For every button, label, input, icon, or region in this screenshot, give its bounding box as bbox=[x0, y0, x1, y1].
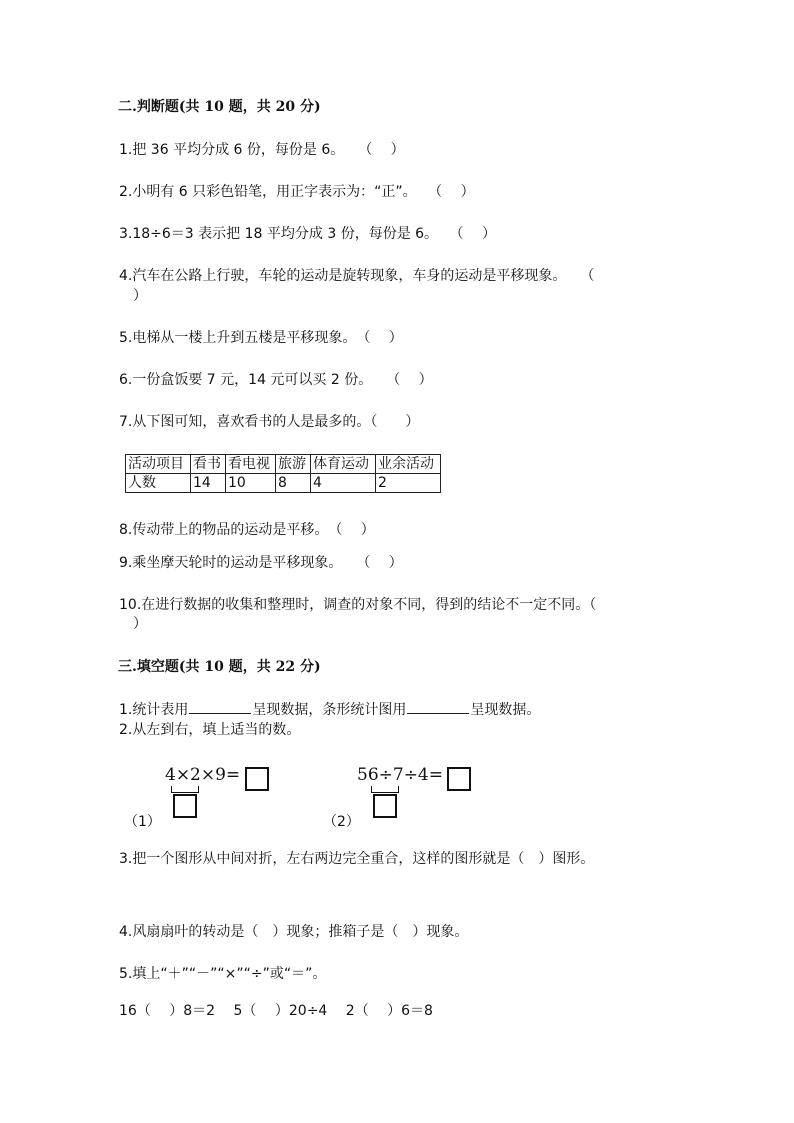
answer-box[interactable] bbox=[173, 794, 197, 818]
grouping-bracket bbox=[371, 786, 399, 793]
question-2-7: 7.从下图可知，喜欢看书的人是最多的。（ ） bbox=[119, 414, 420, 430]
section-3-title: 三.填空题(共 10 题，共 22 分) bbox=[118, 659, 321, 675]
question-2-10-cont: ） bbox=[119, 616, 147, 632]
question-3-1-part-c: 呈现数据。 bbox=[470, 702, 541, 718]
question-2-10: 10.在进行数据的收集和整理时，调查的对象不同，得到的结论不一定不同。（ bbox=[119, 597, 597, 613]
question-2-6: 6.一份盒饭要 7 元，14 元可以买 2 份。 （ ） bbox=[119, 372, 433, 388]
question-2-3: 3.18÷6＝3 表示把 18 平均分成 3 份，每份是 6。 （ ） bbox=[119, 226, 496, 242]
answer-blank[interactable] bbox=[189, 699, 251, 714]
question-3-4: 4.风扇扇叶的转动是（ ）现象；推箱子是（ ）现象。 bbox=[119, 924, 469, 940]
question-2-2: 2.小明有 6 只彩色铅笔，用正字表示为：“正”。 （ ） bbox=[119, 184, 475, 200]
table-cell: 体育运动 bbox=[311, 455, 376, 474]
question-3-5-items: 16（ ）8＝2 5（ ）20÷4 2（ ）6＝8 bbox=[119, 1003, 433, 1019]
question-2-4-cont: ） bbox=[119, 288, 147, 304]
table-cell: 14 bbox=[191, 474, 226, 493]
answer-blank[interactable] bbox=[407, 699, 469, 714]
expression-1: 4×2×9= bbox=[165, 765, 241, 785]
question-3-3: 3.把一个图形从中间对折，左右两边完全重合，这样的图形就是（ ）图形。 bbox=[119, 851, 595, 867]
table-cell: 8 bbox=[276, 474, 311, 493]
table-cell: 2 bbox=[376, 474, 441, 493]
table-cell: 旅游 bbox=[276, 455, 311, 474]
question-3-1-part-a: 1.统计表用 bbox=[119, 702, 189, 718]
table-cell: 活动项目 bbox=[126, 455, 191, 474]
question-3-2: 2.从左到右，填上适当的数。 bbox=[119, 722, 301, 738]
answer-box[interactable] bbox=[447, 767, 471, 791]
activity-table bbox=[125, 454, 441, 493]
expression-2: 56÷7÷4= bbox=[357, 765, 443, 785]
table-cell: 看书 bbox=[191, 455, 226, 474]
answer-box[interactable] bbox=[245, 767, 269, 791]
question-2-5: 5.电梯从一楼上升到五楼是平移现象。 （ ） bbox=[119, 330, 403, 346]
table-cell: 看电视 bbox=[226, 455, 276, 474]
question-2-1: 1.把 36 平均分成 6 份，每份是 6。 （ ） bbox=[119, 142, 405, 158]
question-3-5: 5.填上“＋”“－”“×”“÷”或“＝”。 bbox=[119, 966, 327, 982]
grouping-bracket bbox=[171, 786, 199, 793]
diagram-label-1: （1） bbox=[124, 814, 161, 830]
diagram-label-2: （2） bbox=[323, 814, 360, 830]
question-2-8: 8.传动带上的物品的运动是平移。 （ ） bbox=[119, 522, 375, 538]
question-3-1-part-b: 呈现数据，条形统计图用 bbox=[252, 702, 407, 718]
question-2-4: 4.汽车在公路上行驶，车轮的运动是旋转现象，车身的运动是平移现象。 （ bbox=[119, 268, 595, 284]
section-2-title: 二.判断题(共 10 题，共 20 分) bbox=[118, 99, 321, 115]
table-row bbox=[126, 455, 441, 474]
table-cell: 业余活动 bbox=[376, 455, 441, 474]
table-cell: 4 bbox=[311, 474, 376, 493]
table-cell: 10 bbox=[226, 474, 276, 493]
table-row bbox=[126, 474, 441, 493]
answer-box[interactable] bbox=[373, 794, 397, 818]
question-3-1 bbox=[119, 699, 540, 719]
question-2-9: 9.乘坐摩天轮时的运动是平移现象。 （ ） bbox=[119, 555, 403, 571]
table-cell: 人数 bbox=[126, 474, 191, 493]
